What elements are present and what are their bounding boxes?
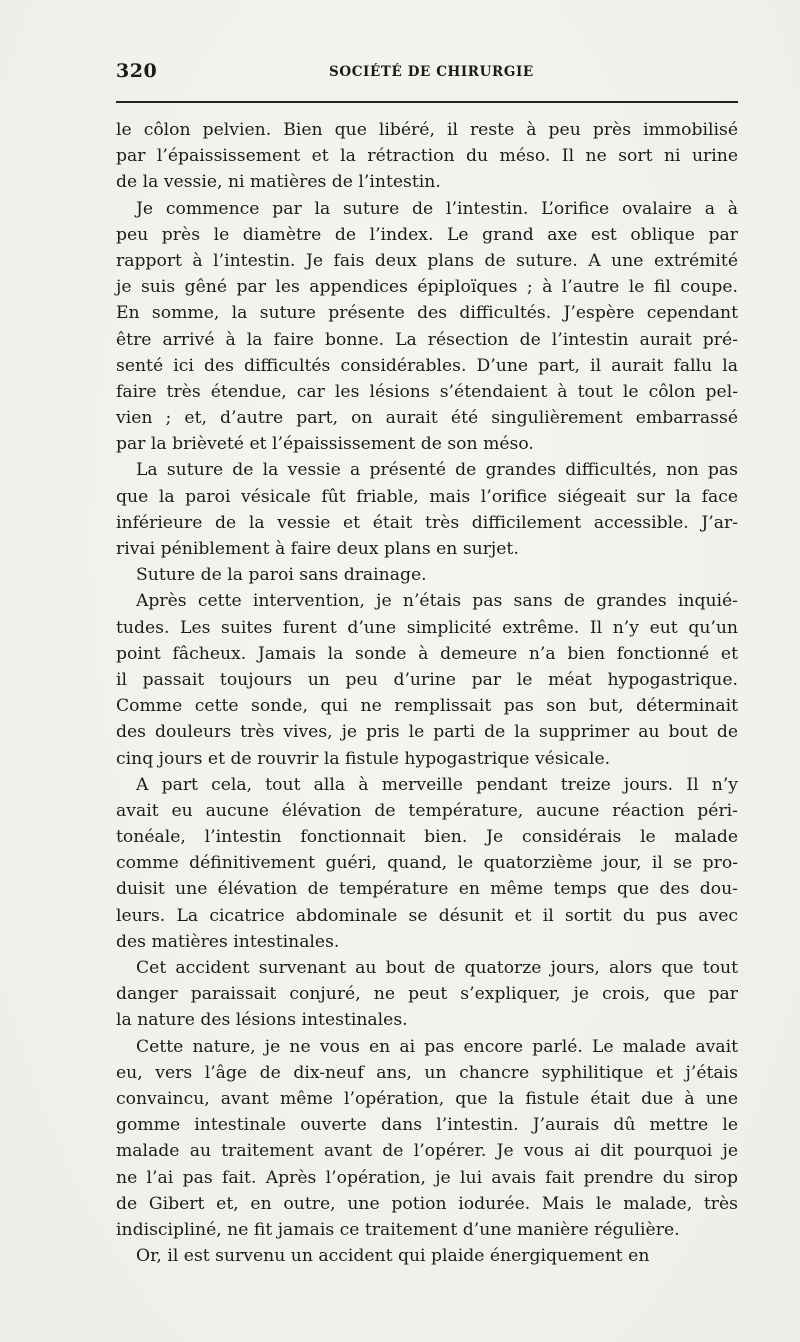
text-line: tonéale, l’intestin fonctionnait bien. Je considérais le malade — [116, 827, 738, 848]
text-line: Après cette intervention, je n’étais pas sans de grandes inquié- — [136, 591, 738, 612]
text-line: il passait toujours un peu d’urine par le méat hypogastrique. — [116, 669, 738, 690]
text-line: le côlon pelvien. Bien que libéré, il reste à peu près immobilisé — [116, 120, 738, 140]
text-line: gomme intestinale ouverte dans l’intestin. J’aurais dû mettre le — [116, 1115, 738, 1136]
body-text — [116, 117, 740, 1269]
text-line: convaincu, avant même l’opération, que la fistule était due à une — [116, 1088, 738, 1109]
text-line: faire très étendue, car les lésions s’étendaient à tout le côlon pel- — [116, 381, 738, 402]
text-line: La suture de la vessie a présenté de grandes difficultés, non pas — [136, 460, 738, 481]
text-line: la nature des lésions intestinales. — [116, 1010, 408, 1031]
text-line: A part cela, tout alla à merveille pendant treize jours. Il n’y — [136, 774, 738, 795]
text-line: duisit une élévation de température en même temps que des dou- — [116, 879, 738, 900]
text-line: indiscipliné, ne fit jamais ce traitement d’une manière régulière. — [116, 1219, 680, 1240]
text-line: Cet accident survenant au bout de quatorze jours, alors que tout — [136, 958, 738, 978]
text-line: senté ici des difficultés considérables. D’une part, il aurait fallu la — [116, 355, 738, 376]
text-line: des douleurs très vives, je pris le parti de la supprimer au bout de — [116, 722, 738, 743]
text-line: eu, vers l’âge de dix-neuf ans, un chancre syphilitique et j’étais — [116, 1062, 738, 1083]
text-line: rivai péniblement à faire deux plans en surjet. — [116, 539, 519, 559]
text-line: rapport à l’intestin. Je fais deux plans de suture. A une extrémité — [116, 250, 738, 271]
text-line: Suture de la paroi sans drainage. — [136, 565, 427, 586]
text-line: point fâcheux. Jamais la sonde à demeure n’a bien fonctionné et — [116, 643, 738, 664]
text-line: danger paraissait conjuré, ne peut s’expliquer, je crois, que par — [116, 984, 738, 1005]
text-line: cinq jours et de rouvrir la fistule hypogastrique vésicale. — [116, 748, 611, 769]
text-line: être arrivé à la faire bonne. La résection de l’intestin aurait pré- — [116, 329, 738, 350]
text-line: Or, il est survenu un accident qui plaide énergiquement en — [136, 1246, 650, 1267]
header-rule — [116, 101, 738, 103]
text-line: malade au traitement avant de l’opérer. Je vous ai dit pourquoi je — [116, 1141, 738, 1162]
text-line: En somme, la suture présente des difficultés. J’espère cependant — [116, 303, 738, 324]
running-head: SOCIÉTÉ DE CHIRURGIE — [329, 64, 534, 80]
text-line: vien ; et, d’autre part, on aurait été singulièrement embarrassé — [116, 408, 738, 429]
text-line: peu près le diamètre de l’index. Le grand axe est oblique par — [116, 224, 738, 245]
text-line: tudes. Les suites furent d’une simplicité extrême. Il n’y eut qu’un — [116, 617, 738, 638]
text-line: que la paroi vésicale fût friable, mais l’orifice siégeait sur la face — [116, 486, 738, 507]
page-number: 320 — [116, 60, 158, 82]
text-line: je suis gêné par les appendices épiploïques ; à l’autre le fil coupe. — [116, 277, 738, 298]
text-line: inférieure de la vessie et était très difficilement accessible. J’ar- — [116, 512, 738, 533]
text-line: de la vessie, ni matières de l’intestin. — [116, 172, 441, 193]
text-line: par l’épaississement et la rétraction du méso. Il ne sort ni urine — [116, 146, 738, 167]
text-line: Je commence par la suture de l’intestin. L’orifice ovalaire a à — [136, 198, 738, 219]
text-line: ne l’ai pas fait. Après l’opération, je lui avais fait prendre du sirop — [116, 1167, 738, 1188]
text-line: de Gibert et, en outre, une potion iodurée. Mais le malade, très — [116, 1193, 738, 1214]
text-line: comme définitivement guéri, quand, le quatorzième jour, il se pro- — [116, 853, 738, 874]
text-line: avait eu aucune élévation de température, aucune réaction péri- — [116, 800, 738, 821]
text-line: par la brièveté et l’épaississement de son méso. — [116, 434, 534, 455]
text-line: Cette nature, je ne vous en ai pas encore parlé. Le malade avait — [136, 1036, 738, 1057]
text-line: Comme cette sonde, qui ne remplissait pas son but, déterminait — [116, 696, 738, 717]
page-header — [116, 58, 738, 88]
text-line: leurs. La cicatrice abdominale se désunit et il sortit du pus avec — [116, 905, 738, 926]
text-line: des matières intestinales. — [116, 931, 340, 952]
